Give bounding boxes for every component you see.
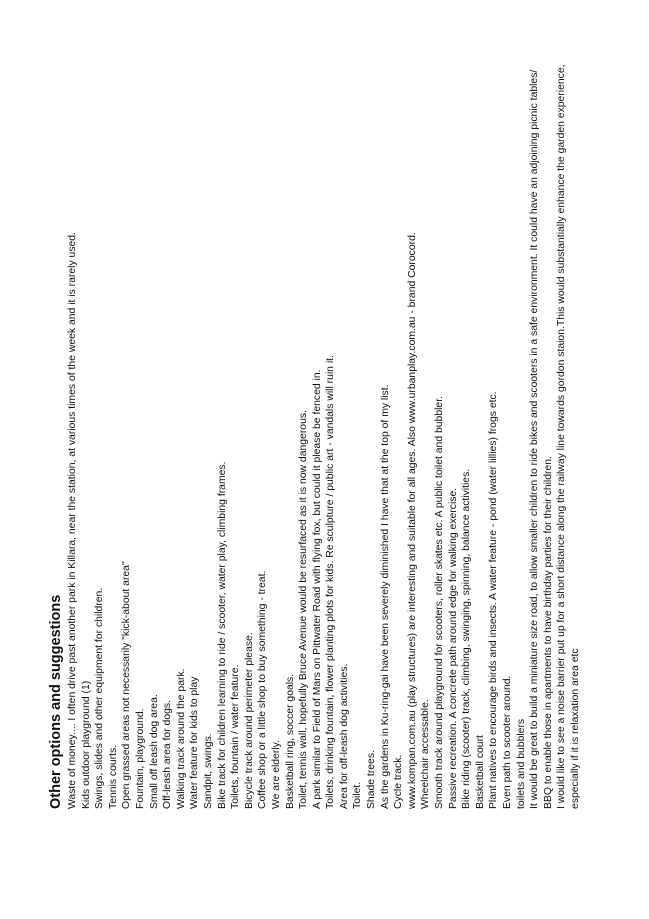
suggestion-line: As the gardens in Ku-ring-gai have been severely diminished I have that at the top of my list. xyxy=(379,384,391,809)
suggestion-line: Sandpit, swings. xyxy=(202,733,214,809)
suggestion-line: Basketball ring, soccer goals. xyxy=(284,673,296,809)
suggestion-line: Plant natives to encourage birds and insects. A water feature - pond (water lillies) frogs etc. xyxy=(488,391,500,809)
suggestion-line: Open grassed areas not necessarily "kick-about area" xyxy=(121,561,133,809)
suggestion-line: I would like to see a noise barrier put up for a short distance along the railway line towards gordon staion.This would substantially enhance the garden experience, xyxy=(556,64,568,809)
suggestion-line: Wheelchair accessable. xyxy=(420,699,432,809)
suggestion-line: Water feature for kids to play xyxy=(189,676,201,809)
suggestion-line: A park similar to Field of Mars on Pittwater Road with flying fox, but could it please be fenced in. xyxy=(311,369,323,809)
suggestion-line: Fountain, playground. xyxy=(134,708,146,809)
suggestion-line: Basketball court xyxy=(474,735,486,809)
suggestion-line: Shade trees. xyxy=(366,750,378,809)
suggestion-line: Coffee shop or a little shop to buy something - treat. xyxy=(257,570,269,809)
suggestion-line: Swings, slides and other equipment for children. xyxy=(94,587,106,809)
suggestion-line: Kids outdoor playground (1) xyxy=(80,680,92,809)
suggestion-list xyxy=(66,29,583,809)
suggestion-line: Bike track for children learning to ride / scooter, water play, climbing frames. xyxy=(216,461,228,809)
suggestion-line: Small off leash dog area. xyxy=(148,694,160,809)
suggestion-line: Walking track around the park. xyxy=(175,668,187,809)
suggestion-line: Even path to scooter around. xyxy=(502,675,513,809)
suggestion-line: Bike riding (scooter) track, climbing, swinging, spinning, balance activities. xyxy=(461,468,473,809)
suggestion-line: Passive recreation. A concrete path around edge for walking exercise. xyxy=(447,487,459,809)
suggestion-line: Bicycle track around perimeter please. xyxy=(243,632,255,809)
suggestion-line: Toilet, tennis wall, hopefully Bruce Avenue would be resurfaced as it is now dangerous. xyxy=(298,410,310,809)
suggestion-line: toilets and bubblers xyxy=(515,718,527,809)
suggestion-line: We are elderly. xyxy=(270,740,282,809)
suggestion-line: It would be great to build a miniature size road, to allow smaller children to ride bikes and scooters in a safe environment. It could have an adjoining picnic tables/ xyxy=(529,69,541,809)
suggestion-line: Cycle track. xyxy=(393,754,405,809)
suggestion-line: www.kompan.com.au (play structures) are interesting and suitable for all ages. Also www.urbanplay.com.au - brand Corocord. xyxy=(406,232,418,809)
suggestion-line: Area for off-leash dog activities. xyxy=(338,663,350,809)
document-body xyxy=(48,29,583,809)
suggestion-line: Tennis courts. xyxy=(107,744,119,809)
suggestion-line: BBQ to enable those in apartments to have birthday parties for their children. xyxy=(542,456,554,809)
suggestion-line: Off-leash area for dogs. xyxy=(162,700,174,809)
section-heading: Other options and suggestions xyxy=(48,594,64,809)
suggestion-line: Toilet. xyxy=(352,781,364,809)
suggestion-line: Waste of money.... I often drive past another park in Killara, near the station, at various times of the week and it is rarely used. xyxy=(67,232,78,809)
suggestion-line: Toilets, fountain / water feature. xyxy=(230,664,242,809)
suggestion-line: especially if it is relaxation area etc xyxy=(569,648,581,809)
suggestion-line: Toilets, drinking fountain, flower planting plots for kids. Re sculpture / public art - vandals will ruin it. xyxy=(325,355,337,809)
suggestion-line: Smooth track around playground for scooters, roller skates etc. A public toilet and bubbler. xyxy=(434,396,446,809)
